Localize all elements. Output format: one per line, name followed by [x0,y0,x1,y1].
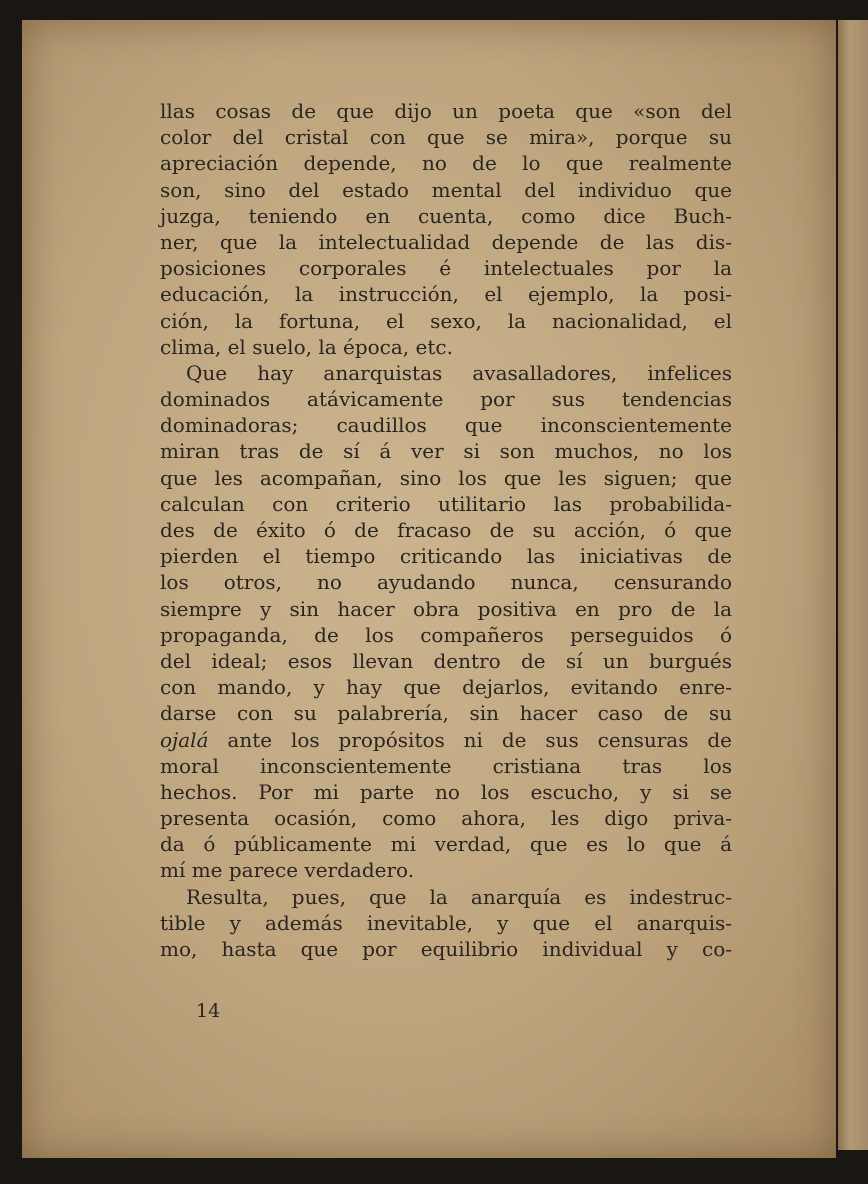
text-line: tible y además inevitable, y que el anarquis- [160,910,732,935]
text-line: ner, que la intelectualidad depende de las dis- [160,229,732,254]
text-line: con mando, y hay que dejarlos, evitando enre- [160,675,732,700]
text-line: dominados atávicamente por sus tendencias [160,387,732,412]
text-line: darse con su palabrería, sin hacer caso de su [160,701,732,726]
text-line: propaganda, de los compañeros perseguidos ó [160,622,732,647]
body-text [160,98,732,962]
text-line: juzga, teniendo en cuenta, como dice Buch- [160,203,732,228]
text-line: calculan con criterio utilitario las probabilida- [160,491,732,516]
text-line: des de éxito ó de fracaso de su acción, ó que [160,518,732,542]
text-line: siempre y sin hacer obra positiva en pro de la [160,596,732,621]
text-line-rest: ante los propósitos ni de sus censuras de [227,727,732,752]
text-line: pierden el tiempo criticando las iniciativas de [160,544,732,569]
text-line: Resulta, pues, que la anarquía es indestruc- [186,884,732,909]
text-line: llas cosas de que dijo un poeta que «son del [160,99,732,123]
text-line: presenta ocasión, como ahora, les digo priva- [160,806,732,831]
text-line: da ó públicamente mi verdad, que es lo que á [160,832,732,857]
text-line: educación, la instrucción, el ejemplo, la posi- [160,282,732,307]
text-line: son, sino del estado mental del individuo que [160,177,732,202]
text-line: color del cristal con que se mira», porque su [160,125,732,150]
text-line: los otros, no ayudando nunca, censurando [160,570,732,595]
text-line: ción, la fortuna, el sexo, la nacionalidad, el [160,308,732,333]
text-line: clima, el suelo, la época, etc. [160,334,453,359]
text-line: del ideal; esos llevan dentro de sí un burgués [160,648,732,673]
page-number: 14 [196,1000,221,1022]
text-line: que les acompañan, sino los que les siguen; que [160,465,732,490]
italic-word: ojalá [160,727,209,752]
text-line: moral inconscientemente cristiana tras los [160,753,732,778]
text-line: posiciones corporales é intelectuales por la [160,256,732,281]
text-line: Que hay anarquistas avasalladores, infelices [186,360,732,385]
adjacent-page-edge [838,20,868,1150]
text-line-with-italic [160,727,732,753]
text-line: mí me parece verdadero. [160,858,415,883]
text-line: hechos. Por mi parte no los escucho, y si se [160,779,732,804]
text-line: mo, hasta que por equilibrio individual y co- [160,937,732,961]
text-line: dominadoras; caudillos que inconscientemente [160,413,732,438]
text-line: apreciación depende, no de lo que realmente [160,151,732,176]
text-line: miran tras de sí á ver si son muchos, no los [160,439,732,464]
